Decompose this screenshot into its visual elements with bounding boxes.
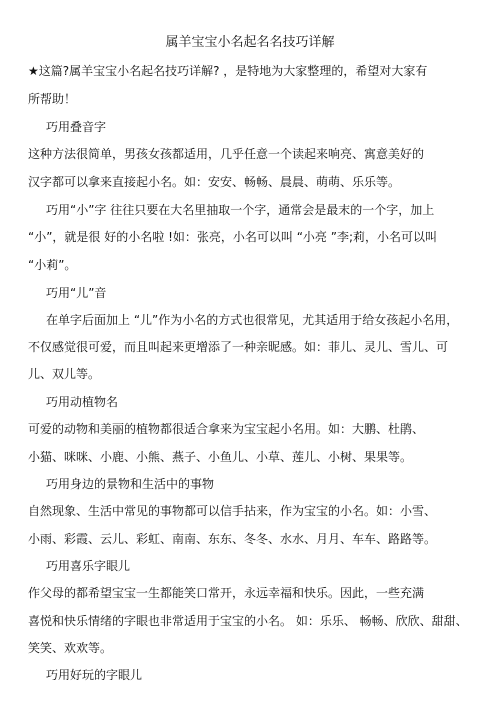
paragraph-line: 自然现象、生活中常见的事物都可以信手拈来，作为宝宝的小名。如：小雪、 bbox=[28, 504, 437, 518]
section-heading-fun-words: 巧用好玩的字眼儿 bbox=[46, 668, 143, 682]
intro-line-2: 所帮助！ bbox=[28, 92, 77, 106]
paragraph-line: 作父母的都希望宝宝一生都能笑口常开，永远幸福和快乐。因此，一些充满 bbox=[28, 586, 425, 600]
section-heading-animals-plants: 巧用动植物名 bbox=[46, 395, 119, 409]
section-heading-er-sound: 巧用“儿”音 bbox=[46, 286, 107, 300]
paragraph-line: “小莉”。 bbox=[28, 258, 77, 272]
section-heading-reduplicated-characters: 巧用叠音字 bbox=[46, 120, 107, 134]
document-title: 属羊宝宝小名起名名技巧详解 bbox=[165, 35, 335, 50]
intro-line-1: ★这篇?属羊宝宝小名起名技巧详解? ，是特地为大家整理的，希望对大家有 bbox=[28, 64, 428, 78]
paragraph-line: 汉字都可以拿来直接起小名。如：安安、畅畅、晨晨、萌萌、乐乐等。 bbox=[28, 175, 401, 189]
paragraph-line-xiao: 巧用“小”字 往往只要在大名里抽取一个字，通常会是最末的一个字，加上 bbox=[46, 203, 435, 217]
paragraph-line: 这种方法很简单，男孩女孩都适用，几乎任意一个读起来响亮、寓意美好的 bbox=[28, 147, 425, 161]
paragraph-line: 喜悦和快乐情绪的字眼也非常适用于宝宝的小名。 如：乐乐、 畅畅、欣欣、甜甜、 bbox=[28, 614, 468, 628]
paragraph-line: 小猫、咪咪、小鹿、小熊、燕子、小鱼儿、小草、莲儿、小树、果果等。 bbox=[28, 450, 413, 464]
paragraph-line: 在单字后面加上 “儿”作为小名的方式也很常见，尤其适用于给女孩起小名用， bbox=[46, 313, 459, 327]
paragraph-line: 不仅感觉很可爱，而且叫起来更增添了一种亲昵感。如：菲儿、灵儿、雪儿、可 bbox=[28, 340, 449, 354]
section-heading-scenery-things: 巧用身边的景物和生活中的事物 bbox=[46, 477, 215, 491]
section-heading-joyful-words: 巧用喜乐字眼儿 bbox=[46, 559, 131, 573]
paragraph-line: 儿、双儿等。 bbox=[28, 367, 101, 381]
paragraph-line: 小雨、彩霞、云儿、彩虹、南南、东东、冬冬、水水、月月、车车、路路等。 bbox=[28, 532, 437, 546]
paragraph-line: 笑笑、欢欢等。 bbox=[28, 641, 113, 655]
paragraph-line: “小”，就是很 好的小名啦 !如：张亮，小名可以叫 “小亮 ”李;莉，小名可以叫 bbox=[28, 230, 437, 244]
paragraph-line: 可爱的动物和美丽的植物都很适合拿来为宝宝起小名用。如：大鹏、杜鹃、 bbox=[28, 422, 425, 436]
